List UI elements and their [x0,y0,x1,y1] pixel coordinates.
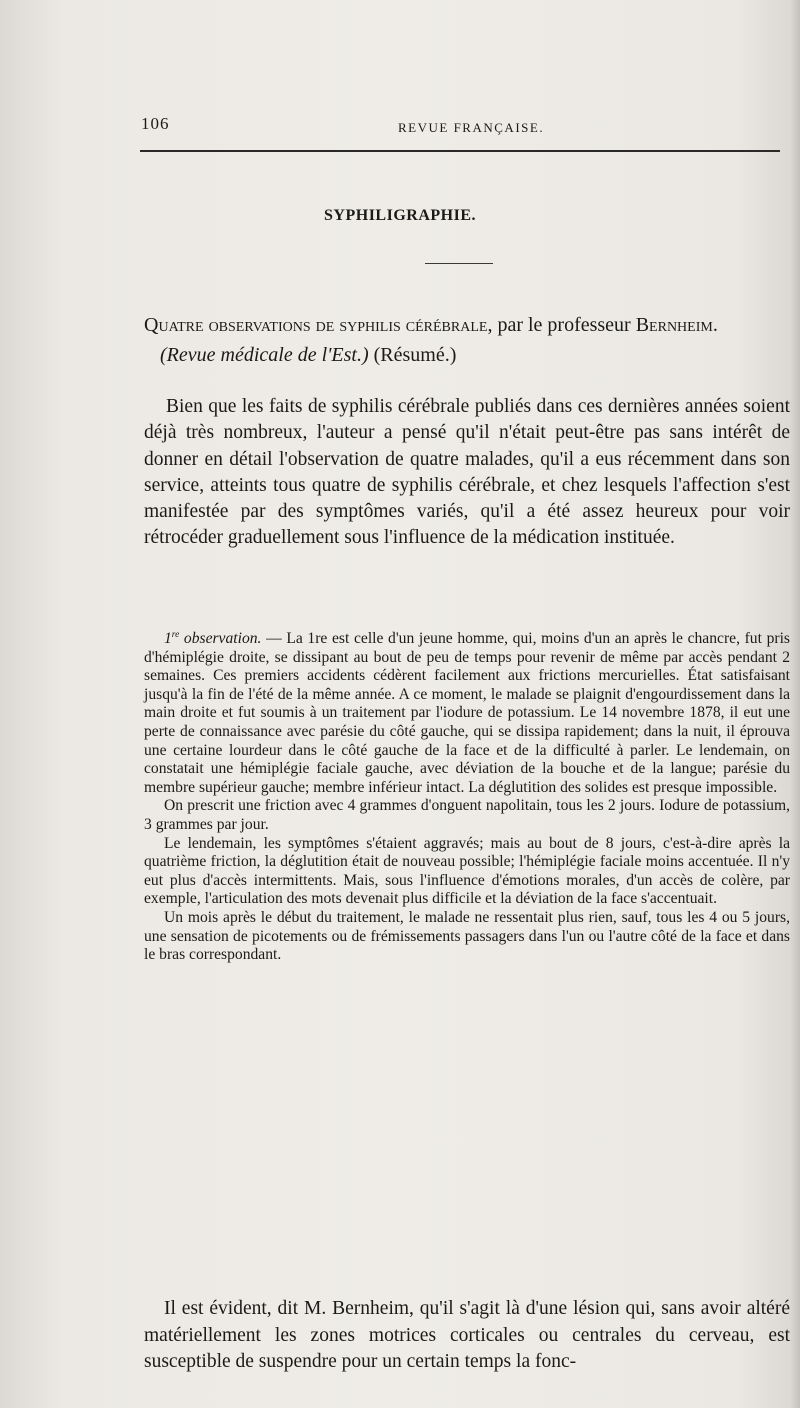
title-smallcaps: uatre observations de syphilis cérébrale, [158,314,493,336]
observation-section [144,630,790,965]
section-title: SYPHILIGRAPHIE. [324,207,476,224]
header-rule [140,150,780,152]
running-head: REVUE FRANÇAISE. [398,120,545,135]
title-initial: Q [144,314,159,336]
observation-text: — La 1re est celle d'un jeune homme, qui, moins d'un an après le chancre, fut pris d'hémiplégie droite, se dissipant au bout de peu de temps pour revenir de même par accès pendant 2 semaines. Ces premiers accidents cédèrent facilement aux frictions mercurielles. État satisfaisant jusqu'à la fin de l'été de la même année. A ce moment, le malade se plaignit d'engourdissement dans la main droite et fut soumis à un traitement par l'iodure de potassium. Le 14 novembre 1878, il eut une perte de connaissance avec parésie du côté gauche, qui se dissipa rapidement; dans la nuit, il éprouva une certaine lourdeur dans le côté gauche de la face et de la difficulté à parler. Le lendemain, on constatait une hémiplégie faciale gauche, avec déviation de la bouche et de la langue; parésie du membre supérieur gauche; membre inférieur intact. La déglutition des solides est presque impossible. [144,630,790,796]
page-number: 106 [141,114,170,133]
conclusion-paragraph: Il est évident, dit M. Bernheim, qu'il s'agit là d'une lésion qui, sans avoir altéré matériellement les zones motrices corticales ou centrales du cerveau, est susceptible de suspendre pour un certain temps la fonc- [144,1298,790,1373]
article-source: (Revue médicale de l'Est.) [160,344,369,366]
page-header [0,110,800,150]
title-end: . [712,314,718,336]
observation-paragraph-4: Un mois après le début du traitement, le malade ne ressentait plus rien, sauf, tous les 4 ou 5 jours, une sensation de picotements ou de frémissements passagers dans l'un ou l'autre côté de la face et dans le bras correspondant. [144,908,790,964]
article-title [144,310,794,370]
observation-paragraph-3: Le lendemain, les symptômes s'étaient aggravés; mais au bout de 8 jours, c'est-à-dire après la quatrième friction, la déglutition était de nouveau possible; l'hémiplégie faciale moins accentuée. Il n'y eut plus d'accès intermittents. Mais, sous l'influence d'émotions morales, d'un accès de colère, par exemple, l'articulation des mots devenait plus difficile et la déviation de la face s'accentuait. [144,834,790,908]
title-by: par le professeur [492,314,636,336]
observation-paragraph-2: On prescrit une friction avec 4 grammes d'onguent napolitain, tous les 2 jours. Iodure de potassium, 3 grammes par jour. [144,797,790,833]
observation-label: 1re observation. [164,629,262,647]
summary-label: (Résumé.) [368,344,457,366]
observation-paragraph-1 [144,630,790,797]
section-divider [425,263,493,264]
lead-paragraph: Bien que les faits de syphilis cérébrale publiés dans ces dernières années soient déjà très nombreux, l'auteur a pensé qu'il n'était peut-être pas sans intérêt de donner en détail l'observation de quatre malades, qu'il a eus récemment dans son service, atteints tous quatre de syphilis cérébrale, et chez lesquels l'affection s'est manifestée par des symptômes variés, qu'il a été assez heureux pour voir rétrocéder graduellement sous l'influence de la médication instituée. [144,396,790,549]
article-author: Bernheim [635,314,713,336]
title-source-line [144,340,794,370]
